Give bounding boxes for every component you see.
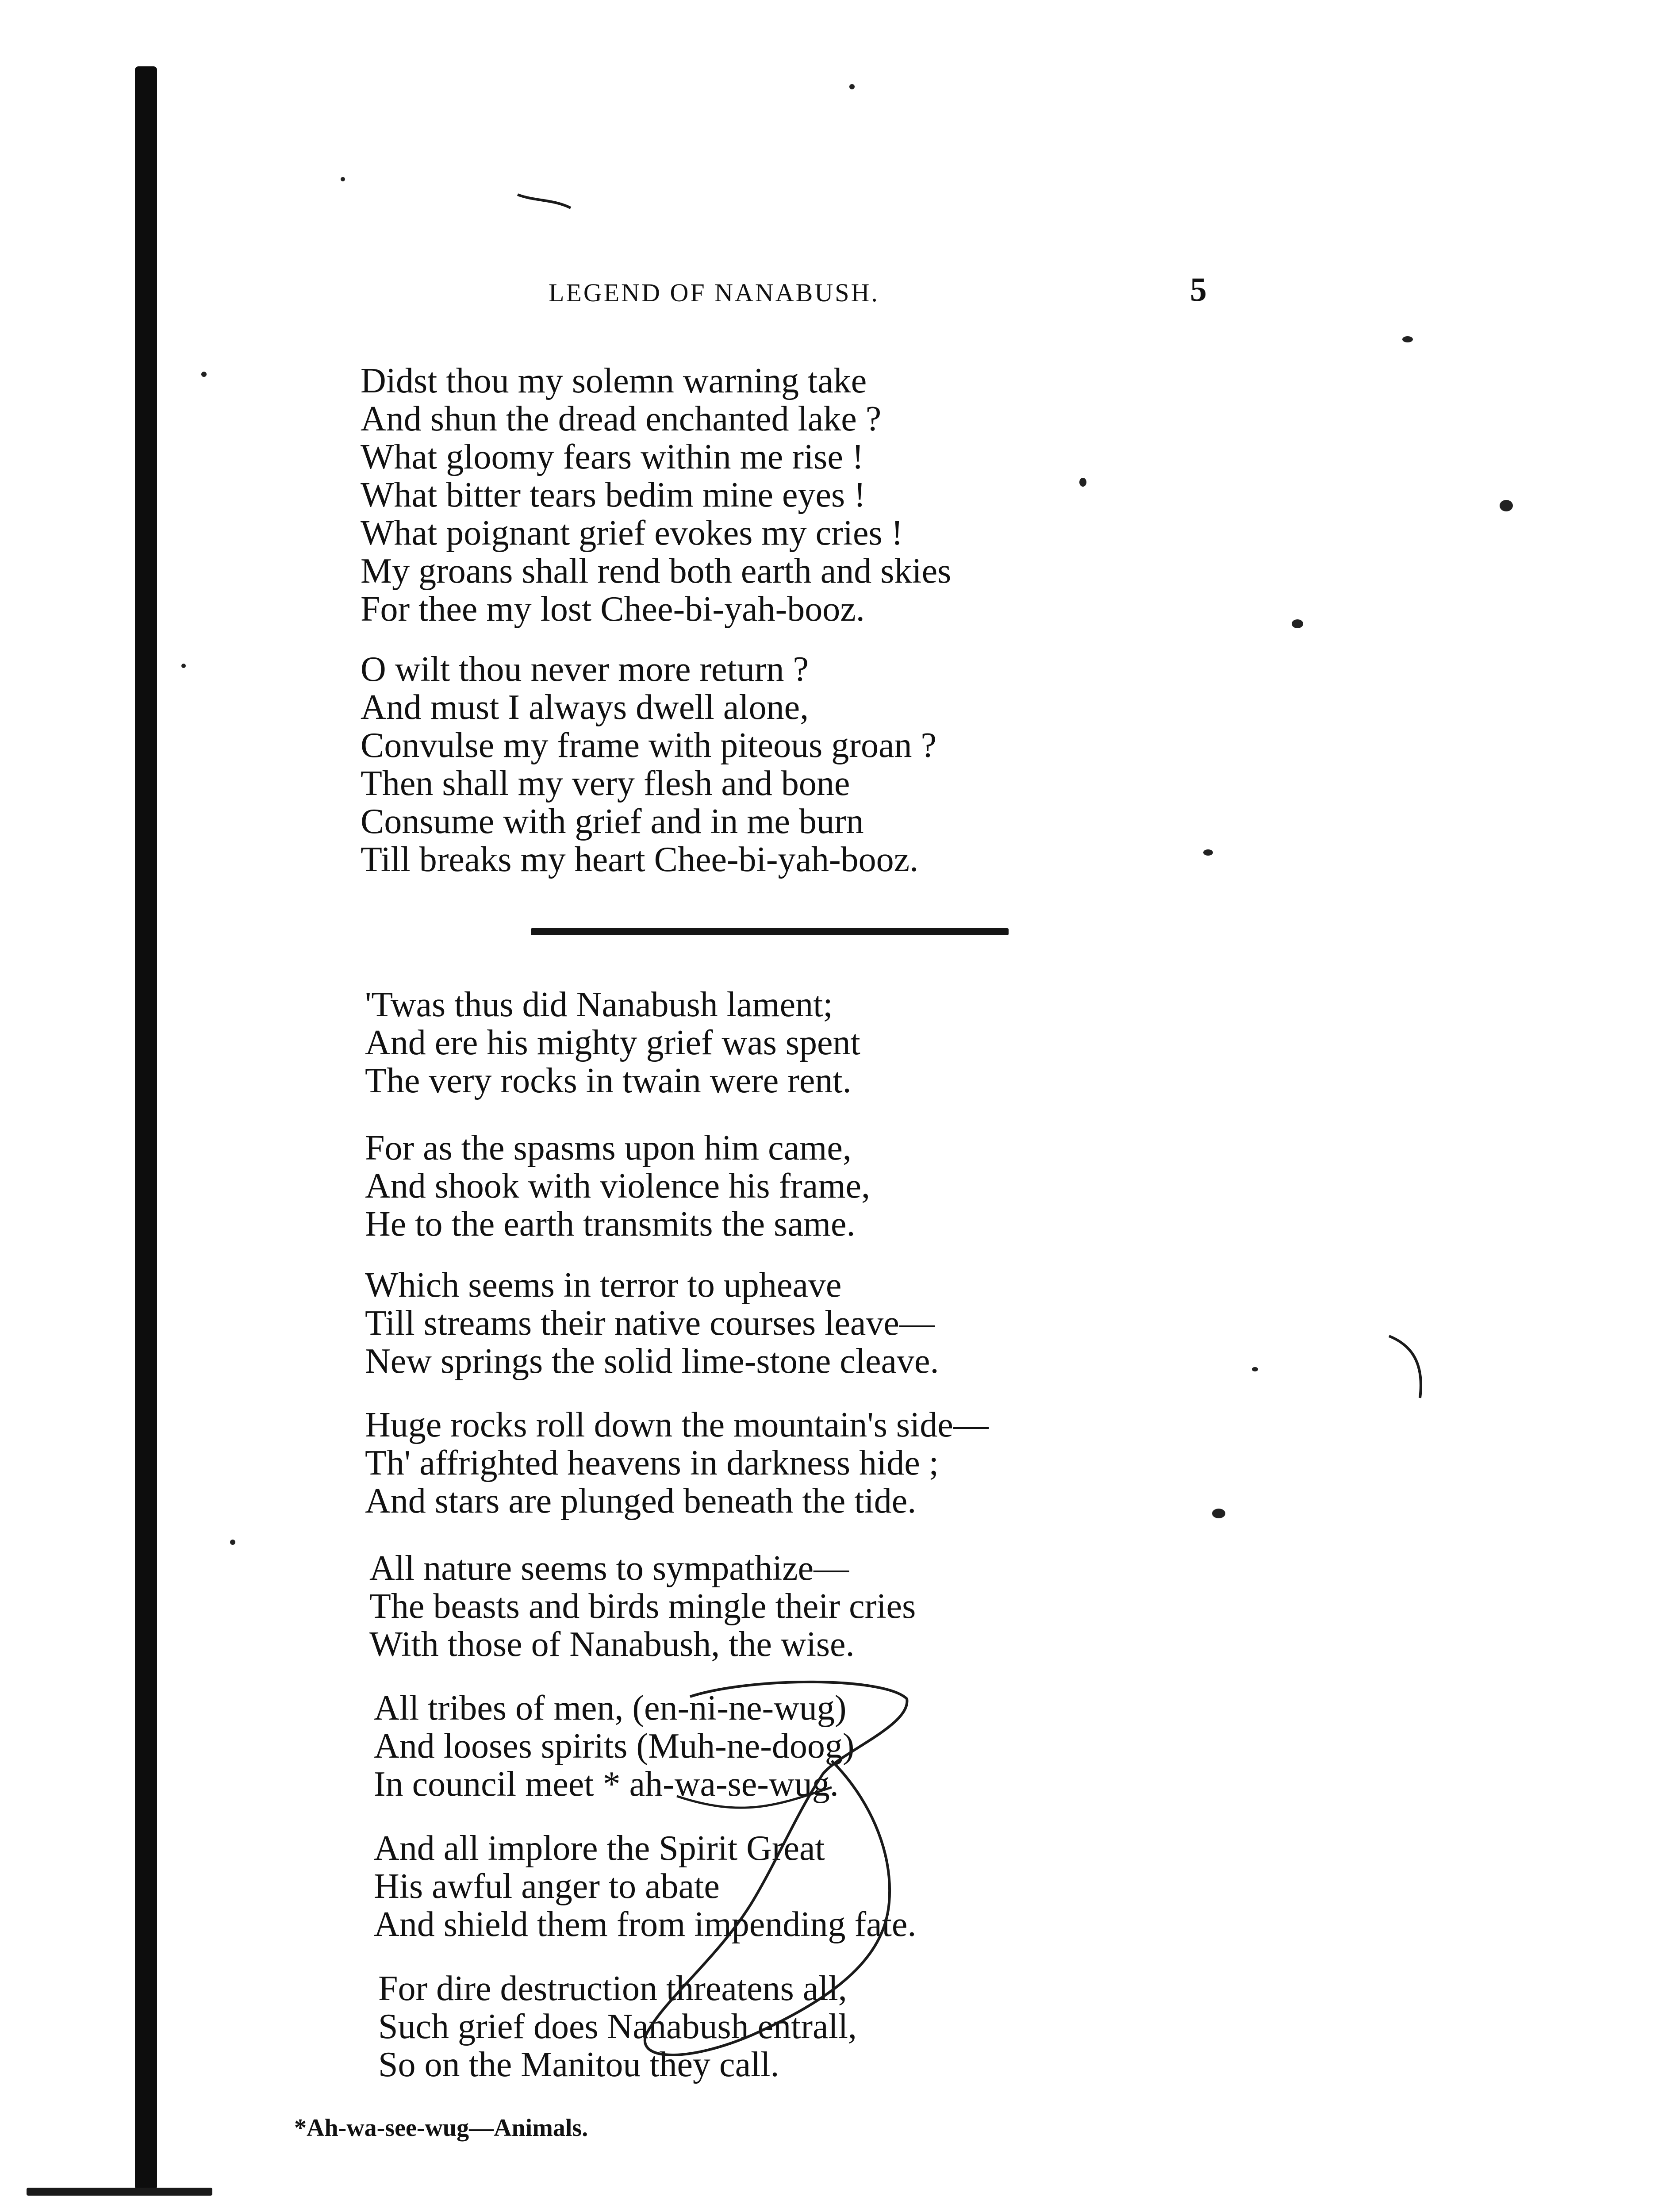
- speck: [341, 177, 345, 181]
- verse-line: All tribes of men, (en-ni-ne-wug): [374, 1689, 847, 1728]
- verse-line: Which seems in terror to upheave: [365, 1266, 842, 1305]
- verse-line: And stars are plunged beneath the tide.: [365, 1482, 917, 1521]
- verse-line: And looses spirits (Muh-ne-doog): [374, 1727, 855, 1766]
- verse-line: He to the earth transmits the same.: [365, 1205, 856, 1244]
- verse-line: And shook with violence his frame,: [365, 1167, 870, 1206]
- verse-line: Convulse my frame with piteous groan ?: [361, 726, 936, 765]
- speck: [1252, 1367, 1258, 1371]
- verse-line: The beasts and birds mingle their cries: [369, 1587, 916, 1626]
- verse-line: For thee my lost Chee-bi-yah-booz.: [361, 590, 865, 629]
- verse-line: So on the Manitou they call.: [378, 2045, 779, 2084]
- verse-line: What poignant grief evokes my cries !: [361, 514, 903, 553]
- footnote: *Ah-wa-see-wug—Animals.: [294, 2114, 588, 2142]
- verse-line: 'Twas thus did Nanabush lament;: [365, 985, 833, 1024]
- verse-line: Till breaks my heart Chee-bi-yah-booz.: [361, 840, 919, 879]
- verse-line: My groans shall rend both earth and skies: [361, 552, 952, 591]
- verse-line: New springs the solid lime-stone cleave.: [365, 1342, 939, 1381]
- verse-line: In council meet * ah-wa-se-wug.: [374, 1765, 839, 1804]
- verse-line: And must I always dwell alone,: [361, 688, 809, 727]
- verse-line: Huge rocks roll down the mountain's side—: [365, 1406, 989, 1444]
- verse-line: All nature seems to sympathize—: [369, 1549, 849, 1588]
- speck: [1500, 500, 1513, 511]
- speck: [1402, 336, 1413, 342]
- verse-line: Didst thou my solemn warning take: [361, 361, 867, 400]
- verse-line: O wilt thou never more return ?: [361, 650, 809, 689]
- verse-line: Consume with grief and in me burn: [361, 802, 864, 841]
- verse-line: His awful anger to abate: [374, 1867, 720, 1906]
- speck: [230, 1540, 235, 1545]
- speck: [201, 372, 207, 377]
- verse-line: The very rocks in twain were rent.: [365, 1061, 852, 1100]
- verse-line: And shield them from impending fate.: [374, 1905, 917, 1944]
- verse-line: What gloomy fears within me rise !: [361, 438, 864, 476]
- speck: [1212, 1509, 1225, 1518]
- speck: [1079, 478, 1086, 487]
- speck: [1292, 619, 1303, 628]
- speck: [181, 664, 186, 668]
- verse-line: Then shall my very flesh and bone: [361, 764, 850, 803]
- verse-line: With those of Nanabush, the wise.: [369, 1625, 855, 1664]
- verse-line: And shun the dread enchanted lake ?: [361, 399, 882, 438]
- verse-line: For as the spasms upon him came,: [365, 1129, 852, 1167]
- verse-line: For dire destruction threatens all,: [378, 1969, 847, 2008]
- verse-line: Such grief does Nanabush entrall,: [378, 2007, 857, 2046]
- verse-line: Till streams their native courses leave—: [365, 1304, 935, 1343]
- speck: [849, 84, 855, 89]
- speck: [1203, 849, 1213, 856]
- running-title: LEGEND OF NANABUSH.: [549, 278, 879, 307]
- verse-line: Th' affrighted heavens in darkness hide ;: [365, 1444, 939, 1482]
- page-number: 5: [1190, 271, 1207, 308]
- verse-line: And ere his mighty grief was spent: [365, 1023, 860, 1062]
- verse-line: What bitter tears bedim mine eyes !: [361, 476, 866, 515]
- verse-line: And all implore the Spirit Great: [374, 1829, 825, 1868]
